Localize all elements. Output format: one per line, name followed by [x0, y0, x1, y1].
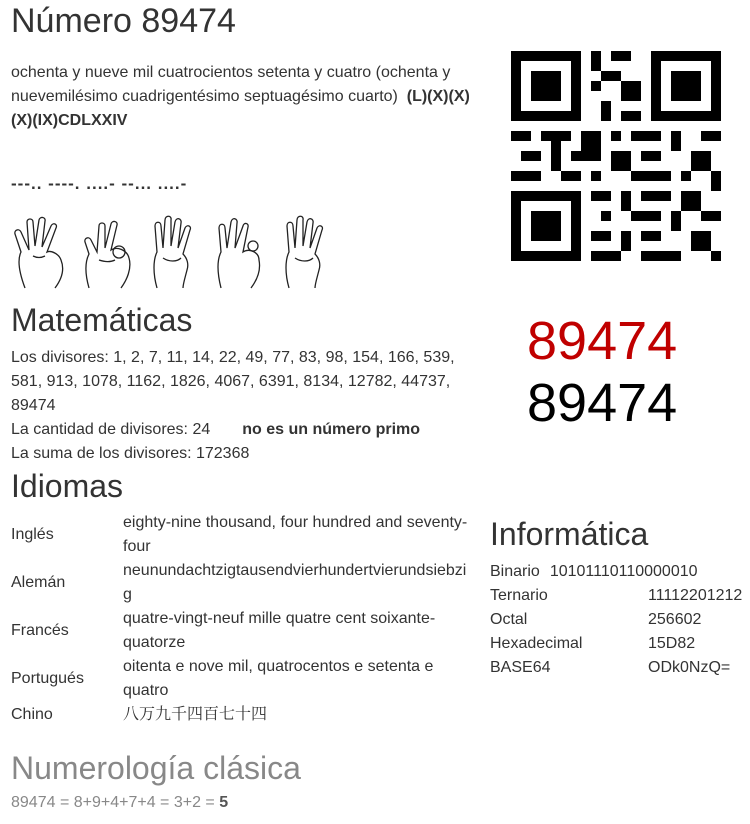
- info-row: [490, 560, 742, 584]
- divisors-label: Los divisores:: [11, 349, 114, 366]
- informatics-heading: Informática: [490, 516, 649, 552]
- divisor-sum: La suma de los divisores: 172368: [11, 445, 250, 462]
- numerology-sum: 89474 = 8+9+4+7+4 = 3+2 =: [11, 794, 220, 811]
- languages-heading: Idiomas: [11, 468, 124, 504]
- info-value: 256602: [648, 611, 702, 628]
- hand-8-icon: [11, 212, 75, 290]
- info-label: Hexadecimal: [490, 635, 583, 652]
- divisor-count: [11, 418, 471, 442]
- language-text: quatre-vingt-neuf mille quatre cent soixante-quatorze: [123, 610, 436, 651]
- hand-9-icon: [77, 212, 141, 290]
- numerology-heading: Numerología clásica: [11, 750, 301, 786]
- info-value: 10101110110000010: [549, 563, 698, 580]
- language-row: [11, 607, 469, 655]
- info-row: [490, 584, 742, 608]
- info-label: Binario: [490, 563, 540, 580]
- language-name: Francés: [11, 622, 69, 639]
- language-text: neunundachtzigtausendvierhundertvierundsiebzig: [123, 562, 467, 603]
- qr-code-icon: [511, 51, 721, 261]
- sign-language-hands: [11, 212, 339, 290]
- math-section: [11, 346, 471, 466]
- language-name: Alemán: [11, 574, 66, 591]
- informatics-table: [490, 560, 742, 680]
- info-value: 11112201212: [648, 587, 743, 604]
- divisors-list: 1, 2, 7, 11, 14, 22, 49, 77, 83, 98, 154, 166, 539, 581, 913, 1078, 1162, 1826, 4067, 6391, 8134, 12782, 44737, 89474: [11, 349, 455, 414]
- language-name: Portugués: [11, 670, 84, 687]
- morse-code: ---.. ----. ....- --... ....-: [11, 174, 188, 193]
- hand-7-icon: [209, 212, 273, 290]
- page-title: Número 89474: [11, 2, 236, 40]
- info-label: BASE64: [490, 659, 551, 676]
- info-label: Ternario: [490, 587, 548, 604]
- language-text: eighty-nine thousand, four hundred and seventy-four: [123, 514, 468, 555]
- prime-note: no es un número primo: [242, 421, 421, 438]
- roman-numeral: (L)(X)(X)(X)(IX)CDLXXIV: [11, 88, 470, 129]
- info-value: 15D82: [648, 635, 696, 652]
- info-value: ODk0NzQ=: [648, 659, 731, 676]
- language-row: [11, 559, 469, 607]
- language-text: oitenta e nove mil, quatrocentos e setenta e quatro: [123, 658, 434, 699]
- big-number-black: 89474: [527, 373, 678, 433]
- math-heading: Matemáticas: [11, 302, 193, 338]
- info-label: Octal: [490, 611, 528, 628]
- numerology-result: 5: [219, 794, 229, 811]
- numerology-formula: [11, 794, 228, 812]
- info-row: [490, 656, 742, 680]
- info-row: [490, 608, 742, 632]
- hand-4-icon: [143, 212, 207, 290]
- languages-table: [11, 511, 469, 727]
- number-in-words: [11, 61, 471, 133]
- language-name: Chino: [11, 706, 53, 723]
- language-name: Inglés: [11, 526, 54, 543]
- info-row: [490, 632, 742, 656]
- big-number-red: 89474: [527, 311, 678, 371]
- language-row: [11, 655, 469, 703]
- language-text: 八万九千四百七十四: [123, 706, 268, 723]
- language-row: [11, 511, 469, 559]
- words-text: ochenta y nueve mil cuatrocientos setenta y cuatro (ochenta y nuevemilésimo cuadrigentésimo septuagésimo cuarto): [11, 64, 451, 105]
- divisors: [11, 346, 471, 418]
- language-row: [11, 703, 469, 727]
- divisor-count-label: La cantidad de divisores: 24: [11, 421, 211, 438]
- hand-4b-icon: [275, 212, 339, 290]
